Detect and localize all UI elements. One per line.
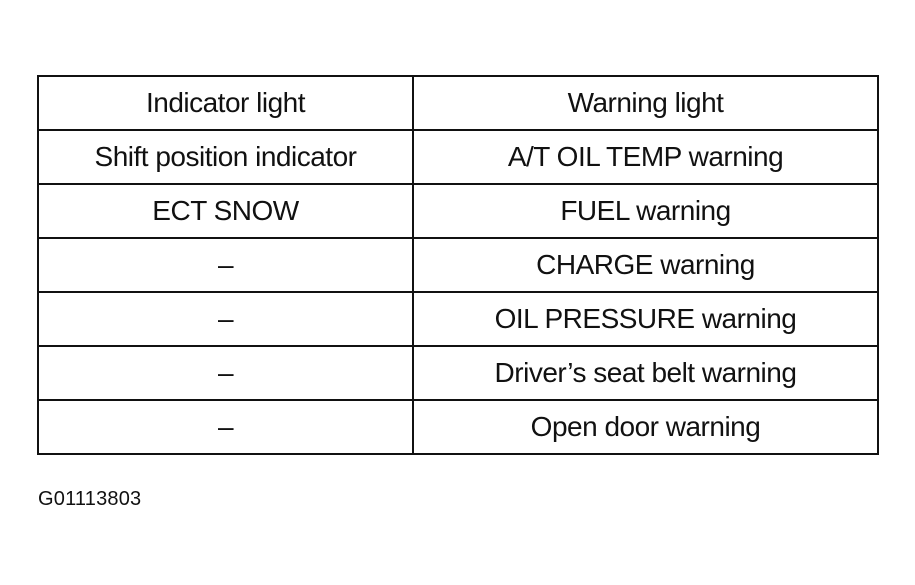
header-indicator-light: Indicator light [38,76,413,130]
indicator-cell: – [38,346,413,400]
header-warning-light: Warning light [413,76,878,130]
table-header [38,76,878,130]
indicator-cell: Shift position indicator [38,130,413,184]
table-row [38,238,878,292]
table-row [38,346,878,400]
table-row [38,292,878,346]
warning-cell: CHARGE warning [413,238,878,292]
indicator-cell: – [38,292,413,346]
indicator-cell: ECT SNOW [38,184,413,238]
figure-code: G01113803 [38,488,142,510]
table-row [38,400,878,454]
indicator-cell: – [38,400,413,454]
table-row [38,130,878,184]
warning-cell: Open door warning [413,400,878,454]
warning-cell: OIL PRESSURE warning [413,292,878,346]
header-row [38,76,878,130]
warning-cell: Driver’s seat belt warning [413,346,878,400]
warning-cell: FUEL warning [413,184,878,238]
table-body [38,130,878,454]
table-row [38,184,878,238]
indicator-warning-table [37,75,879,455]
warning-cell: A/T OIL TEMP warning [413,130,878,184]
indicator-cell: – [38,238,413,292]
